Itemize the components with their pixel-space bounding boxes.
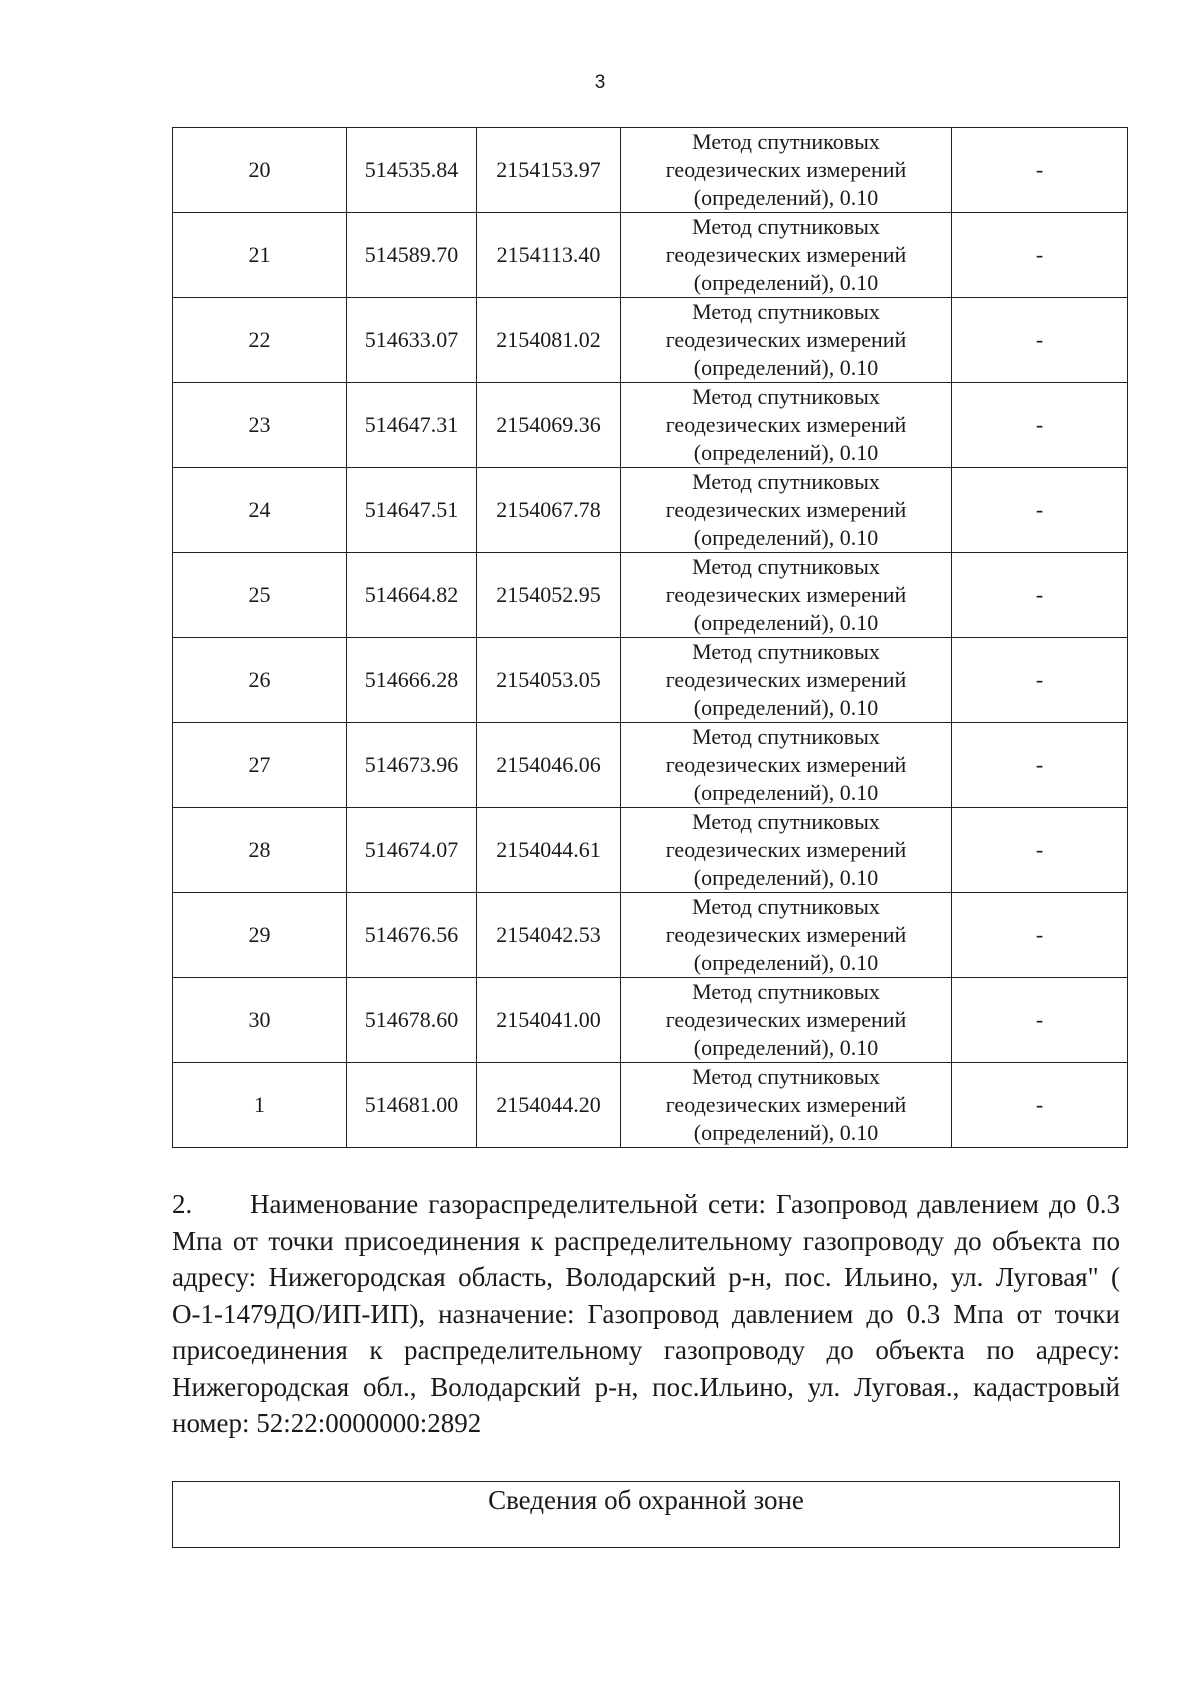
- method-line: Метод спутниковых: [692, 724, 880, 749]
- point-number-cell: 25: [173, 553, 347, 638]
- coordinates-table: [172, 127, 1128, 1148]
- method-line: (определений), 0.10: [693, 610, 879, 635]
- description-cell: -: [952, 553, 1128, 638]
- method-line: геодезических измерений: [665, 497, 907, 522]
- description-cell: -: [952, 213, 1128, 298]
- y-coordinate-cell: 2154046.06: [477, 723, 621, 808]
- point-number-cell: 30: [173, 978, 347, 1063]
- x-coordinate-cell: 514535.84: [347, 128, 477, 213]
- method-cell: [621, 553, 952, 638]
- method-line: (определений), 0.10: [693, 270, 879, 295]
- section-2-text: Наименование газораспределительной сети: Газопровод давлением до 0.3 Мпа от точки присоединения к распределительному газопроводу до объекта по адресу: Нижегородская область, Володарский р-н, пос. Ильино, ул. Луговая" ( О-1-1479ДО/ИП-ИП), назначение: Газопровод давлением до 0.3 Мпа от точки присоединения к распределительному газопроводу до объекта по адресу: Нижегородская обл., Володарский р-н, пос.Ильино, ул. Луговая., кадастровый номер: 52:22:0000000:2892: [172, 1189, 1120, 1438]
- method-line: (определений), 0.10: [693, 185, 879, 210]
- y-coordinate-cell: 2154044.20: [477, 1063, 621, 1148]
- table-row: [173, 978, 1128, 1063]
- y-coordinate-cell: 2154067.78: [477, 468, 621, 553]
- protection-zone-box: [172, 1481, 1120, 1548]
- description-cell: -: [952, 638, 1128, 723]
- method-line: геодезических измерений: [665, 242, 907, 267]
- description-cell: -: [952, 468, 1128, 553]
- protection-zone-title: Сведения об охранной зоне: [488, 1485, 804, 1515]
- y-coordinate-cell: 2154069.36: [477, 383, 621, 468]
- table-row: [173, 893, 1128, 978]
- y-coordinate-cell: 2154041.00: [477, 978, 621, 1063]
- x-coordinate-cell: 514589.70: [347, 213, 477, 298]
- y-coordinate-cell: 2154053.05: [477, 638, 621, 723]
- method-line: Метод спутниковых: [692, 809, 880, 834]
- point-number-cell: 23: [173, 383, 347, 468]
- section-2-paragraph: [172, 1186, 1120, 1442]
- x-coordinate-cell: 514681.00: [347, 1063, 477, 1148]
- method-line: (определений), 0.10: [693, 950, 879, 975]
- method-line: Метод спутниковых: [692, 1064, 880, 1089]
- method-cell: [621, 808, 952, 893]
- point-number-cell: 29: [173, 893, 347, 978]
- method-line: геодезических измерений: [665, 582, 907, 607]
- table-row: [173, 298, 1128, 383]
- y-coordinate-cell: 2154153.97: [477, 128, 621, 213]
- description-cell: -: [952, 1063, 1128, 1148]
- method-line: Метод спутниковых: [692, 639, 880, 664]
- description-cell: -: [952, 723, 1128, 808]
- method-line: геодезических измерений: [665, 922, 907, 947]
- method-line: Метод спутниковых: [692, 299, 880, 324]
- method-cell: [621, 723, 952, 808]
- method-line: геодезических измерений: [665, 412, 907, 437]
- x-coordinate-cell: 514664.82: [347, 553, 477, 638]
- description-cell: -: [952, 128, 1128, 213]
- method-line: геодезических измерений: [665, 837, 907, 862]
- point-number-cell: 27: [173, 723, 347, 808]
- point-number-cell: 24: [173, 468, 347, 553]
- method-cell: [621, 1063, 952, 1148]
- method-cell: [621, 383, 952, 468]
- point-number-cell: 1: [173, 1063, 347, 1148]
- method-cell: [621, 638, 952, 723]
- coordinates-table-body: [173, 128, 1128, 1148]
- table-row: [173, 723, 1128, 808]
- description-cell: -: [952, 978, 1128, 1063]
- method-cell: [621, 893, 952, 978]
- y-coordinate-cell: 2154044.61: [477, 808, 621, 893]
- method-line: (определений), 0.10: [693, 440, 879, 465]
- method-line: (определений), 0.10: [693, 865, 879, 890]
- section-2-number: 2.: [172, 1189, 193, 1219]
- method-line: Метод спутниковых: [692, 894, 880, 919]
- method-line: (определений), 0.10: [693, 1035, 879, 1060]
- point-number-cell: 26: [173, 638, 347, 723]
- method-line: Метод спутниковых: [692, 979, 880, 1004]
- table-row: [173, 1063, 1128, 1148]
- method-line: геодезических измерений: [665, 157, 907, 182]
- method-line: Метод спутниковых: [692, 469, 880, 494]
- y-coordinate-cell: 2154042.53: [477, 893, 621, 978]
- x-coordinate-cell: 514647.31: [347, 383, 477, 468]
- method-line: (определений), 0.10: [693, 525, 879, 550]
- point-number-cell: 21: [173, 213, 347, 298]
- method-line: геодезических измерений: [665, 752, 907, 777]
- description-cell: -: [952, 893, 1128, 978]
- x-coordinate-cell: 514673.96: [347, 723, 477, 808]
- method-line: Метод спутниковых: [692, 554, 880, 579]
- table-row: [173, 808, 1128, 893]
- method-line: Метод спутниковых: [692, 214, 880, 239]
- description-cell: -: [952, 808, 1128, 893]
- method-line: (определений), 0.10: [693, 355, 879, 380]
- table-row: [173, 213, 1128, 298]
- page-number: 3: [594, 72, 606, 93]
- method-line: Метод спутниковых: [692, 384, 880, 409]
- method-cell: [621, 978, 952, 1063]
- y-coordinate-cell: 2154081.02: [477, 298, 621, 383]
- table-row: [173, 468, 1128, 553]
- y-coordinate-cell: 2154052.95: [477, 553, 621, 638]
- method-line: геодезических измерений: [665, 327, 907, 352]
- x-coordinate-cell: 514674.07: [347, 808, 477, 893]
- x-coordinate-cell: 514666.28: [347, 638, 477, 723]
- table-row: [173, 638, 1128, 723]
- y-coordinate-cell: 2154113.40: [477, 213, 621, 298]
- table-row: [173, 553, 1128, 638]
- method-cell: [621, 213, 952, 298]
- table-row: [173, 383, 1128, 468]
- method-line: (определений), 0.10: [693, 780, 879, 805]
- method-line: (определений), 0.10: [693, 1120, 879, 1145]
- point-number-cell: 20: [173, 128, 347, 213]
- x-coordinate-cell: 514633.07: [347, 298, 477, 383]
- method-cell: [621, 128, 952, 213]
- method-line: Метод спутниковых: [692, 129, 880, 154]
- method-line: геодезических измерений: [665, 667, 907, 692]
- x-coordinate-cell: 514678.60: [347, 978, 477, 1063]
- x-coordinate-cell: 514647.51: [347, 468, 477, 553]
- description-cell: -: [952, 298, 1128, 383]
- method-line: (определений), 0.10: [693, 695, 879, 720]
- point-number-cell: 28: [173, 808, 347, 893]
- method-cell: [621, 468, 952, 553]
- method-line: геодезических измерений: [665, 1092, 907, 1117]
- x-coordinate-cell: 514676.56: [347, 893, 477, 978]
- method-cell: [621, 298, 952, 383]
- method-line: геодезических измерений: [665, 1007, 907, 1032]
- table-row: [173, 128, 1128, 213]
- description-cell: -: [952, 383, 1128, 468]
- point-number-cell: 22: [173, 298, 347, 383]
